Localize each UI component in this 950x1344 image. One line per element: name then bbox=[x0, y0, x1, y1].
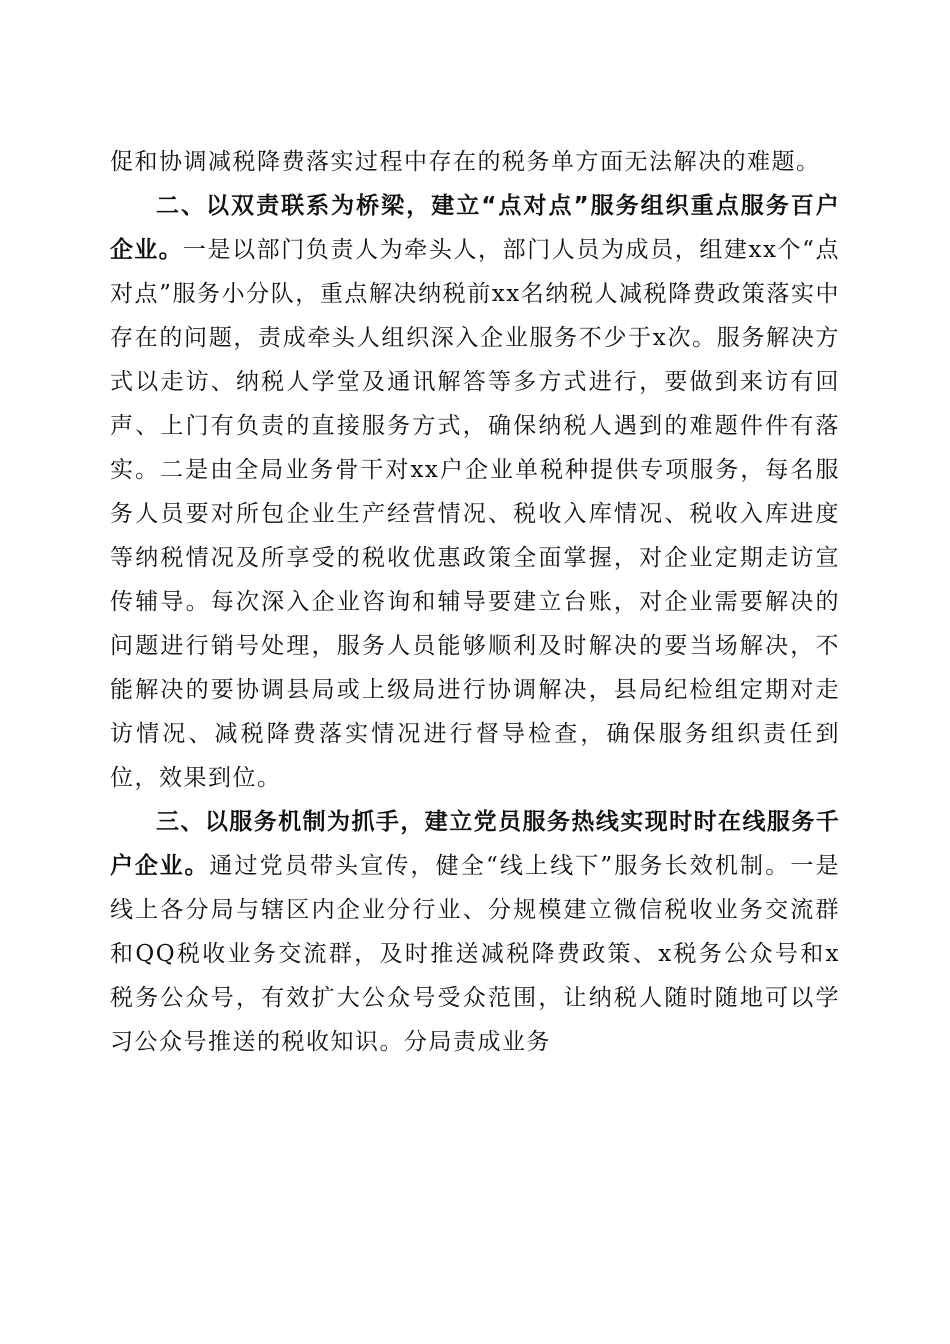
document-body bbox=[110, 140, 840, 1064]
paragraph-text: 通过党员带头宣传，健全“线上线下”服务长效机制。一是线上各分局与辖区内企业分行业、分规模建立微信税收业务交流群和QQ税收业务交流群，及时推送减税降费政策、x税务公众号和x税务公众号，有效扩大公众号受众范围，让纳税人随时随地可以学习公众号推送的税收知识。分局责成业务 bbox=[110, 853, 840, 1055]
section-heading: 二、以双责联系为桥梁，建立“点对点”服务组织重点服务百户企业。 bbox=[110, 193, 840, 263]
paragraph-continuation bbox=[110, 140, 840, 184]
section-heading: 三、以服务机制为抓手，建立党员服务热线实现时时在线服务千户企业。 bbox=[110, 809, 840, 879]
paragraph-section-three bbox=[110, 800, 840, 1064]
paragraph-text: 促和协调减税降费落实过程中存在的税务单方面无法解决的难题。 bbox=[110, 149, 821, 175]
paragraph-section-two bbox=[110, 184, 840, 800]
paragraph-text: 一是以部门负责人为牵头人，部门人员为成员，组建xx个“点对点”服务小分队，重点解决纳税前xx名纳税人减税降费政策落实中存在的问题，责成牵头人组织深入企业服务不少于x次。服务解决方式以走访、纳税人学堂及通讯解答等多方式进行，要做到来访有回声、上门有负责的直接服务方式，确保纳税人遇到的难题件件有落实。二是由全局业务骨干对xx户企业单税种提供专项服务，每名服务人员要对所包企业生产经营情况、税收入库情况、税收入库进度等纳税情况及所享受的税收优惠政策全面掌握，对企业定期走访宣传辅导。每次深入企业咨询和辅导要建立台账，对企业需要解决的问题进行销号处理，服务人员能够顺利及时解决的要当场解决，不能解决的要协调县局或上级局进行协调解决，县局纪检组定期对走访情况、减税降费落实情况进行督导检查，确保服务组织责任到位，效果到位。 bbox=[110, 237, 841, 791]
